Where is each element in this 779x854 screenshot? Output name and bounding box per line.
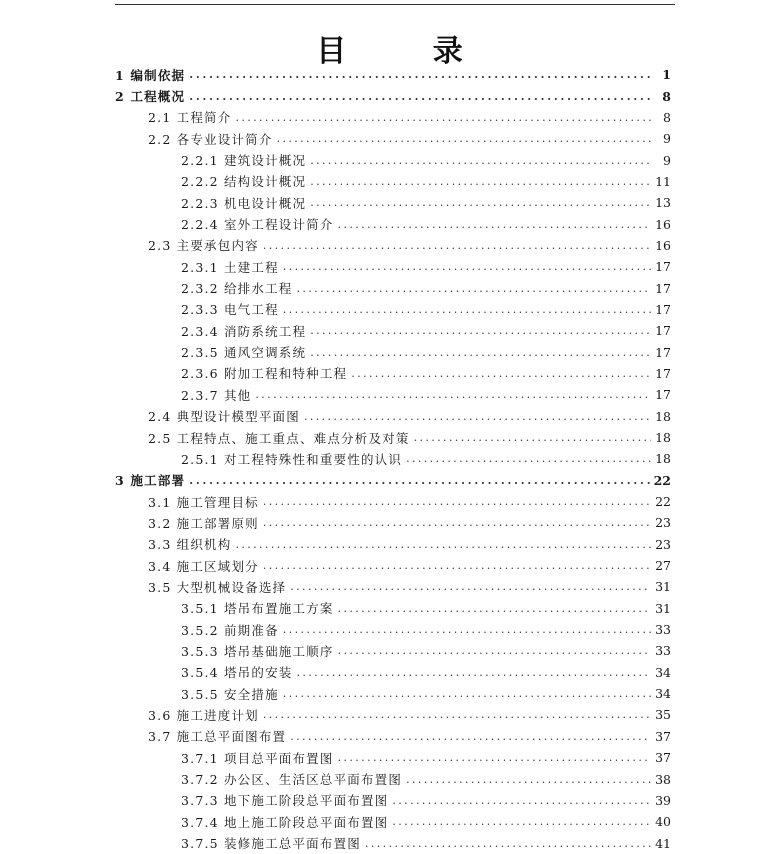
toc-dot-leader <box>338 598 652 619</box>
toc-entry[interactable] <box>115 64 671 85</box>
toc-entry[interactable] <box>115 299 671 320</box>
toc-entry-label: 2.3.2 给排水工程 <box>181 281 293 297</box>
toc-dot-leader <box>406 769 651 790</box>
toc-dot-leader <box>283 299 651 320</box>
toc-dot-leader <box>290 576 651 597</box>
toc-page-number: 39 <box>655 792 671 808</box>
toc-dot-leader <box>296 278 651 299</box>
toc-entry[interactable] <box>115 427 671 448</box>
toc-page-number: 8 <box>663 109 671 125</box>
toc-entry-label: 2.3.7 其他 <box>181 387 252 403</box>
toc-entry[interactable] <box>115 512 671 533</box>
toc-page-number: 40 <box>655 814 671 830</box>
toc-page-number: 41 <box>655 835 671 851</box>
toc-page-number: 13 <box>655 195 671 211</box>
toc-dot-leader <box>338 214 652 235</box>
toc-page-number: 17 <box>655 301 671 317</box>
toc-entry[interactable] <box>115 277 671 298</box>
toc-dot-leader <box>263 704 651 725</box>
toc-entry[interactable] <box>115 85 671 106</box>
toc-entry-label: 3.7.5 装修施工总平面布置图 <box>181 836 361 852</box>
toc-entry-label: 3.7.3 地下施工阶段总平面布置图 <box>181 793 389 809</box>
toc-entry-label: 2.3.3 电气工程 <box>181 302 279 318</box>
toc-entry-label: 2.2.4 室外工程设计简介 <box>181 217 334 233</box>
toc-dot-leader <box>235 107 653 128</box>
toc-entry[interactable] <box>115 555 671 576</box>
toc-entry[interactable] <box>115 683 671 704</box>
toc-page-number: 1 <box>662 67 671 83</box>
toc-page-number: 17 <box>655 259 671 275</box>
toc-entry[interactable] <box>115 768 671 789</box>
toc-entry[interactable] <box>115 491 671 512</box>
toc-entry-label: 3.7.4 地上施工阶段总平面布置图 <box>181 814 389 830</box>
toc-page-number: 18 <box>655 430 671 446</box>
toc-entry-label: 2.2.3 机电设计概况 <box>181 195 307 211</box>
toc-entry-label: 2.5.1 对工程特殊性和重要性的认识 <box>181 451 403 467</box>
toc-dot-leader <box>310 320 651 341</box>
toc-entry[interactable] <box>115 811 671 832</box>
toc-entry[interactable] <box>115 406 671 427</box>
toc-entry[interactable] <box>115 107 671 128</box>
toc-entry[interactable] <box>115 534 671 555</box>
toc-dot-leader <box>351 363 651 384</box>
toc-page-number: 17 <box>655 365 671 381</box>
toc-dot-leader <box>365 833 651 854</box>
toc-entry[interactable] <box>115 256 671 277</box>
toc-entry-label: 3.3 组织机构 <box>148 537 232 553</box>
toc-dot-leader <box>310 150 653 171</box>
toc-entry[interactable] <box>115 363 671 384</box>
toc-page-number: 22 <box>653 472 671 488</box>
toc-entry-label: 3.5.2 前期准备 <box>181 622 279 638</box>
toc-entry[interactable] <box>115 598 671 619</box>
toc-dot-leader <box>310 192 651 213</box>
toc-page-number: 17 <box>655 344 671 360</box>
toc-dot-leader <box>263 512 651 533</box>
toc-entry-label: 3.5 大型机械设备选择 <box>148 579 287 595</box>
toc-entry[interactable] <box>115 192 671 213</box>
toc-entry[interactable] <box>115 235 671 256</box>
toc-dot-leader <box>406 448 651 469</box>
toc-entry-label: 2.2.2 结构设计概况 <box>181 174 307 190</box>
toc-dot-leader <box>392 811 651 832</box>
toc-dot-leader <box>263 555 651 576</box>
toc-page-number: 33 <box>655 622 671 638</box>
toc-page-number: 9 <box>663 131 671 147</box>
toc-page-number: 38 <box>655 771 671 787</box>
toc-entry[interactable] <box>115 171 671 192</box>
toc-page-number: 9 <box>663 152 671 168</box>
toc-dot-leader <box>263 235 651 256</box>
toc-page-number: 34 <box>655 686 671 702</box>
toc-entry[interactable] <box>115 832 671 853</box>
toc-entry-label: 3.7 施工总平面图布置 <box>148 729 287 745</box>
toc-page-number: 18 <box>655 408 671 424</box>
toc-page-number: 34 <box>655 664 671 680</box>
toc-entry[interactable] <box>115 341 671 362</box>
toc-entry[interactable] <box>115 747 671 768</box>
toc-dot-leader <box>263 491 651 512</box>
toc-entry[interactable] <box>115 619 671 640</box>
toc-entry-label: 3.5.4 塔吊的安装 <box>181 665 293 681</box>
toc-entry-label: 2.3.4 消防系统工程 <box>181 323 307 339</box>
toc-page-number: 31 <box>655 579 671 595</box>
toc-entry-label: 3.6 施工进度计划 <box>148 707 259 723</box>
toc-entry[interactable] <box>115 448 671 469</box>
toc-dot-leader <box>283 683 651 704</box>
toc-entry[interactable] <box>115 704 671 725</box>
toc-page-number: 22 <box>655 494 671 510</box>
toc-dot-leader <box>277 128 653 149</box>
toc-page-number: 35 <box>655 707 671 723</box>
toc-entry-label: 3.7.1 项目总平面布置图 <box>181 750 334 766</box>
toc-entry[interactable] <box>115 128 671 149</box>
page-title: 目 录 <box>316 34 501 69</box>
toc-entry-label: 1 编制依据 <box>115 67 186 83</box>
toc-entry[interactable] <box>115 320 671 341</box>
toc-entry[interactable] <box>115 576 671 597</box>
toc-entry[interactable] <box>115 470 671 491</box>
toc-dot-leader <box>310 342 651 363</box>
toc-entry-label: 3.4 施工区域划分 <box>148 558 259 574</box>
toc-page-number: 37 <box>655 750 671 766</box>
toc-dot-leader <box>283 619 651 640</box>
toc-page-number: 37 <box>655 728 671 744</box>
toc-entry-label: 2.3.6 附加工程和特种工程 <box>181 366 348 382</box>
toc-entry-label: 2.1 工程简介 <box>148 110 232 126</box>
toc-entry-label: 2.4 典型设计模型平面图 <box>148 409 300 425</box>
toc-entry[interactable] <box>115 149 671 170</box>
toc-entry-label: 3.5.3 塔吊基础施工顺序 <box>181 643 334 659</box>
toc-entry-label: 2.3.5 通风空调系统 <box>181 345 307 361</box>
toc-dot-leader <box>255 384 651 405</box>
toc-entry-label: 2.3 主要承包内容 <box>148 238 259 254</box>
toc-page-number: 23 <box>655 515 671 531</box>
toc-dot-leader <box>189 86 653 107</box>
toc-dot-leader <box>304 406 651 427</box>
toc-dot-leader <box>189 470 649 491</box>
toc-dot-leader <box>235 534 651 555</box>
toc-page-number: 33 <box>655 643 671 659</box>
toc-entry[interactable] <box>115 640 671 661</box>
toc-entry-label: 3 施工部署 <box>115 473 186 489</box>
table-of-contents <box>115 64 671 854</box>
toc-page-number: 11 <box>655 173 671 189</box>
toc-page-number: 8 <box>662 88 671 104</box>
header-rule <box>115 4 675 5</box>
toc-dot-leader <box>414 427 652 448</box>
toc-entry-label: 2.5 工程特点、施工重点、难点分析及对策 <box>148 430 410 446</box>
toc-entry-label: 2.2 各专业设计简介 <box>148 131 273 147</box>
toc-entry-label: 2 工程概况 <box>115 89 186 105</box>
toc-dot-leader <box>392 790 651 811</box>
toc-entry[interactable] <box>115 726 671 747</box>
toc-page-number: 23 <box>655 536 671 552</box>
toc-page-number: 16 <box>655 216 671 232</box>
toc-dot-leader <box>283 256 651 277</box>
toc-page-number: 27 <box>655 558 671 574</box>
toc-entry-label: 2.2.1 建筑设计概况 <box>181 153 307 169</box>
toc-entry-label: 3.5.5 安全措施 <box>181 686 279 702</box>
toc-page-number: 18 <box>655 451 671 467</box>
toc-entry-label: 3.7.2 办公区、生活区总平面布置图 <box>181 772 403 788</box>
toc-entry[interactable] <box>115 384 671 405</box>
toc-dot-leader <box>296 662 651 683</box>
toc-dot-leader <box>189 64 653 85</box>
toc-entry-label: 3.5.1 塔吊布置施工方案 <box>181 601 334 617</box>
toc-dot-leader <box>310 171 651 192</box>
toc-page-number: 31 <box>655 600 671 616</box>
toc-entry-label: 2.3.1 土建工程 <box>181 259 279 275</box>
toc-page-number: 17 <box>655 387 671 403</box>
toc-entry[interactable] <box>115 790 671 811</box>
toc-dot-leader <box>338 640 652 661</box>
toc-entry[interactable] <box>115 662 671 683</box>
toc-dot-leader <box>290 726 651 747</box>
toc-page-number: 16 <box>655 237 671 253</box>
toc-entry[interactable] <box>115 213 671 234</box>
toc-dot-leader <box>338 747 652 768</box>
toc-page-number: 17 <box>655 280 671 296</box>
toc-entry-label: 3.1 施工管理目标 <box>148 494 259 510</box>
toc-page-number: 17 <box>655 323 671 339</box>
toc-entry-label: 3.2 施工部署原则 <box>148 515 259 531</box>
